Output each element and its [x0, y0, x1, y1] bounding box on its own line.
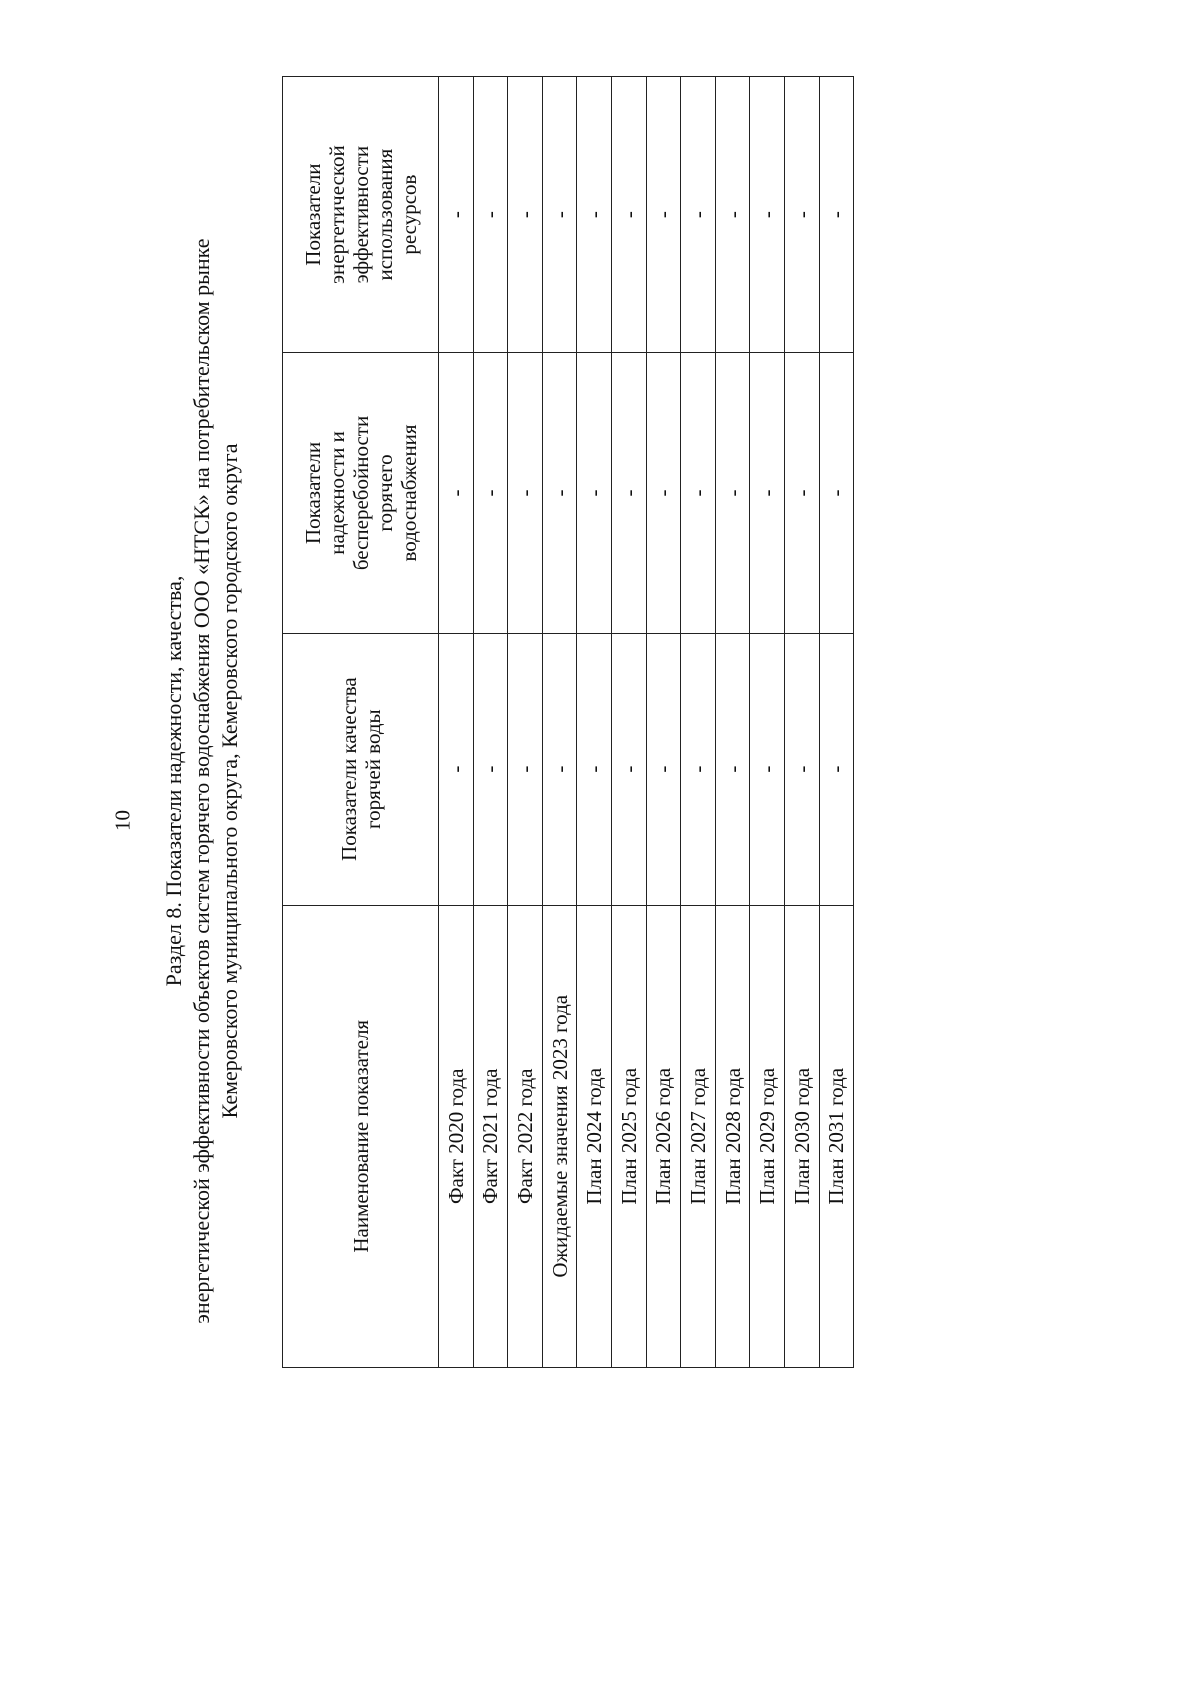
- cell-quality: -: [473, 633, 508, 905]
- cell-reliability: -: [784, 353, 819, 633]
- table-row: [646, 77, 681, 1368]
- cell-efficiency: -: [542, 77, 577, 353]
- header-reliability: Показатели надежности и бесперебойности горячего водоснабжения: [283, 353, 439, 633]
- cell-indicator-name: План 2027 года: [681, 905, 716, 1367]
- cell-indicator-name: План 2031 года: [819, 905, 854, 1367]
- cell-indicator-name: План 2030 года: [784, 905, 819, 1367]
- cell-quality: -: [508, 633, 543, 905]
- cell-efficiency: -: [439, 77, 474, 353]
- table-row: [508, 77, 543, 1368]
- table-row: [819, 77, 854, 1368]
- cell-efficiency: -: [681, 77, 716, 353]
- table-row: [784, 77, 819, 1368]
- cell-efficiency: -: [646, 77, 681, 353]
- cell-efficiency: -: [750, 77, 785, 353]
- cell-indicator-name: План 2028 года: [715, 905, 750, 1367]
- cell-quality: -: [715, 633, 750, 905]
- cell-reliability: -: [750, 353, 785, 633]
- indicators-table-wrap: [282, 76, 854, 1368]
- cell-reliability: -: [611, 353, 646, 633]
- cell-reliability: -: [439, 353, 474, 633]
- heading-line-3: Кемеровского муниципального округа, Кемеровского городского округа: [217, 443, 242, 1119]
- header-indicator-name: Наименование показателя: [283, 905, 439, 1367]
- cell-reliability: -: [542, 353, 577, 633]
- section-heading: [160, 76, 244, 1486]
- table-body: [439, 77, 854, 1368]
- cell-quality: -: [681, 633, 716, 905]
- cell-indicator-name: Факт 2020 года: [439, 905, 474, 1367]
- cell-quality: -: [646, 633, 681, 905]
- cell-indicator-name: План 2024 года: [577, 905, 612, 1367]
- cell-quality: -: [819, 633, 854, 905]
- header-quality: Показатели качества горячей воды: [283, 633, 439, 905]
- rotated-page-content: [160, 76, 880, 1486]
- table-row: [439, 77, 474, 1368]
- cell-reliability: -: [681, 353, 716, 633]
- heading-line-1: Раздел 8. Показатели надежности, качества,: [161, 575, 186, 987]
- heading-line-2: энергетической эффективности объектов систем горячего водоснабжения ООО «НТСК» на потребительском рынке: [189, 238, 214, 1324]
- table-row: [577, 77, 612, 1368]
- table-row: [681, 77, 716, 1368]
- indicators-table: [282, 76, 854, 1368]
- cell-efficiency: -: [784, 77, 819, 353]
- cell-efficiency: -: [508, 77, 543, 353]
- cell-efficiency: -: [715, 77, 750, 353]
- cell-reliability: -: [508, 353, 543, 633]
- cell-quality: -: [611, 633, 646, 905]
- table-row: [473, 77, 508, 1368]
- table-row: [750, 77, 785, 1368]
- table-row: [611, 77, 646, 1368]
- cell-quality: -: [784, 633, 819, 905]
- cell-efficiency: -: [611, 77, 646, 353]
- cell-reliability: -: [819, 353, 854, 633]
- cell-reliability: -: [646, 353, 681, 633]
- cell-indicator-name: Факт 2022 года: [508, 905, 543, 1367]
- cell-efficiency: -: [819, 77, 854, 353]
- cell-reliability: -: [473, 353, 508, 633]
- table-row: [715, 77, 750, 1368]
- cell-indicator-name: План 2026 года: [646, 905, 681, 1367]
- cell-indicator-name: План 2025 года: [611, 905, 646, 1367]
- cell-quality: -: [542, 633, 577, 905]
- cell-reliability: -: [577, 353, 612, 633]
- cell-indicator-name: Факт 2021 года: [473, 905, 508, 1367]
- header-efficiency: Показатели энергетической эффективности использования ресурсов: [283, 77, 439, 353]
- table-row: [542, 77, 577, 1368]
- cell-quality: -: [750, 633, 785, 905]
- cell-quality: -: [439, 633, 474, 905]
- cell-indicator-name: План 2029 года: [750, 905, 785, 1367]
- cell-indicator-name: Ожидаемые значения 2023 года: [542, 905, 577, 1367]
- cell-reliability: -: [715, 353, 750, 633]
- cell-efficiency: -: [577, 77, 612, 353]
- cell-quality: -: [577, 633, 612, 905]
- page-number: 10: [110, 810, 135, 831]
- cell-efficiency: -: [473, 77, 508, 353]
- table-header-row: [283, 77, 439, 1368]
